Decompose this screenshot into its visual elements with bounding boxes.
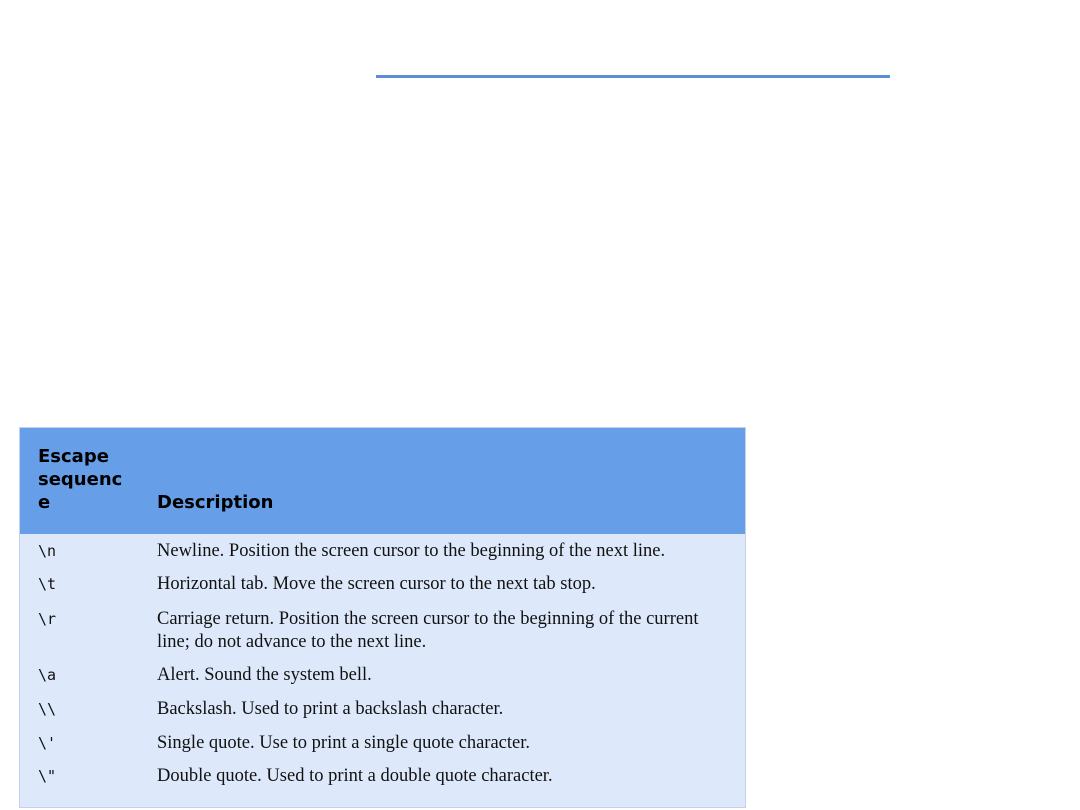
escape-code: \n [38,542,57,560]
escape-description: Alert. Sound the system bell. [157,665,372,685]
escape-sequence-table [19,427,746,808]
escape-description: Double quote. Used to print a double quote character. [157,766,553,786]
escape-description: Carriage return. Position the screen cursor to the beginning of the current line; do not advance to the next line. [157,609,699,652]
table-header [20,428,745,534]
escape-code: \\ [38,700,57,718]
escape-code: \t [38,575,57,593]
escape-description: Horizontal tab. Move the screen cursor to the next tab stop. [157,574,596,594]
escape-code: \" [38,767,57,785]
escape-code: \' [38,734,57,752]
title-underline [376,75,890,78]
escape-description: Single quote. Use to print a single quote character. [157,733,530,753]
escape-code: \a [38,666,57,684]
escape-code: \r [38,610,57,628]
escape-description: Backslash. Used to print a backslash character. [157,699,504,719]
escape-description: Newline. Position the screen cursor to the beginning of the next line. [157,541,666,561]
header-escape-sequence: Escape sequenc e [38,446,123,513]
header-description: Description [157,492,274,513]
